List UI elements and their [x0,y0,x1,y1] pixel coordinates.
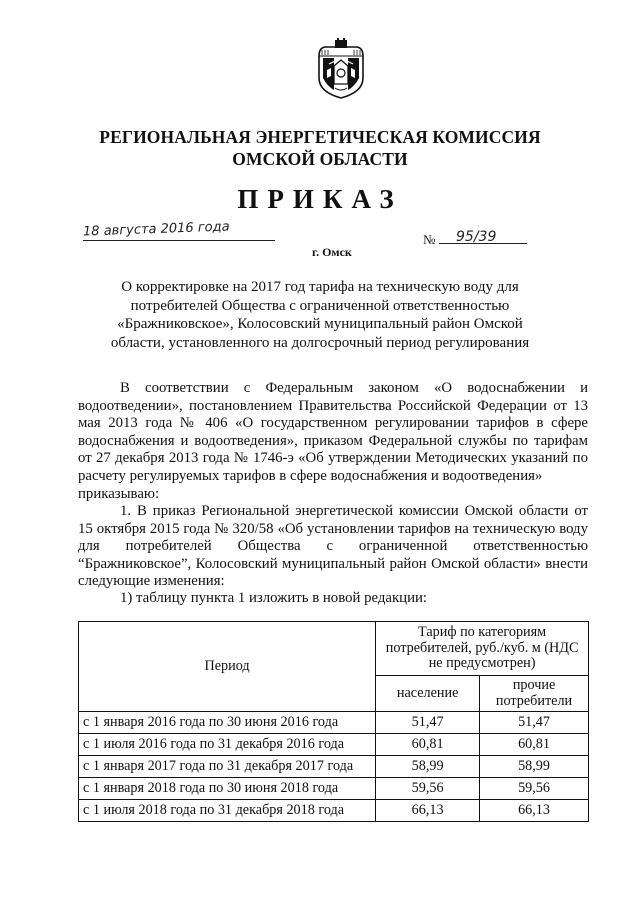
row-population: 51,47 [376,712,480,734]
document-type-title: ПРИКАЗ [237,184,403,214]
subject-line: потребителей Общества с ограниченной ответственностью [130,297,510,314]
row-period: с 1 января 2018 года по 30 июня 2018 года [79,778,376,800]
subject-line: области, установленного на долгосрочный период регулирования [110,334,530,351]
tariff-table [78,621,589,822]
row-period: с 1 января 2017 года по 31 декабря 2017 года [79,756,376,778]
row-other: 66,13 [480,800,589,822]
date-underline [83,240,275,241]
handwritten-date: 18 августа 2016 года [82,219,230,240]
row-other: 58,99 [480,756,589,778]
row-other: 59,56 [480,778,589,800]
header-population: население [376,676,480,712]
city-label: г. Омск [312,245,352,259]
table-row [79,734,589,756]
number-label: № [423,232,436,247]
header-period: Период [79,622,376,712]
subitem-1-paragraph: 1) таблицу пункта 1 изложить в новой редакции: [120,590,428,606]
header-tariff: Тариф по категориям потребителей, руб./куб. м (НДС не предусмотрен) [376,622,589,676]
basis-paragraph: В соответствии с Федеральным законом «О водоснабжении и водоотведении», постановлением Правительства Российской Федерации от 13 мая 2013 года № 406 «О государственном регулировании тарифов в сфере водоснабжения и водоотведения», приказом Федеральной службы по тарифам от 27 декабря 2013 года № 1746-э «Об утверждении Методических указаний по расчету регулируемых тарифов в сфере водоснабжения и водоотведения» [78,380,588,484]
org-name-line2: ОМСКОЙ ОБЛАСТИ [232,149,408,169]
row-other: 51,47 [480,712,589,734]
row-population: 66,13 [376,800,480,822]
row-other: 60,81 [480,734,589,756]
item-1-paragraph: 1. В приказ Региональной энергетической комиссии Омской области от 15 октября 2015 года № 320/58 «Об установлении тарифов на техническую воду для потребителей Общества с ограниченной ответственностью “Бражниковское”, Колосовский муниципальный район Омской области» внести следующие изменения: [78,503,588,589]
row-period: с 1 июля 2018 года по 31 декабря 2018 года [79,800,376,822]
document-subject [108,278,532,352]
table-row [79,800,589,822]
coat-of-arms-emblem [315,38,367,100]
table-row [79,712,589,734]
handwritten-number: 95/39 [456,229,497,245]
header-other: прочие потребители [480,676,589,712]
row-population: 60,81 [376,734,480,756]
row-period: с 1 января 2016 года по 30 июня 2016 года [79,712,376,734]
org-name-line1: РЕГИОНАЛЬНАЯ ЭНЕРГЕТИЧЕСКАЯ КОМИССИЯ [99,127,541,147]
number-underline [439,243,527,244]
subject-line: О корректировке на 2017 год тарифа на техническую воду для [121,279,519,295]
row-population: 59,56 [376,778,480,800]
row-period: с 1 июля 2016 года по 31 декабря 2016 года [79,734,376,756]
subject-line: «Бражниковское», Колосовский муниципальный район Омской [117,316,523,332]
table-row [79,778,589,800]
order-word: приказываю: [78,486,160,502]
row-population: 58,99 [376,756,480,778]
table-row [79,756,589,778]
